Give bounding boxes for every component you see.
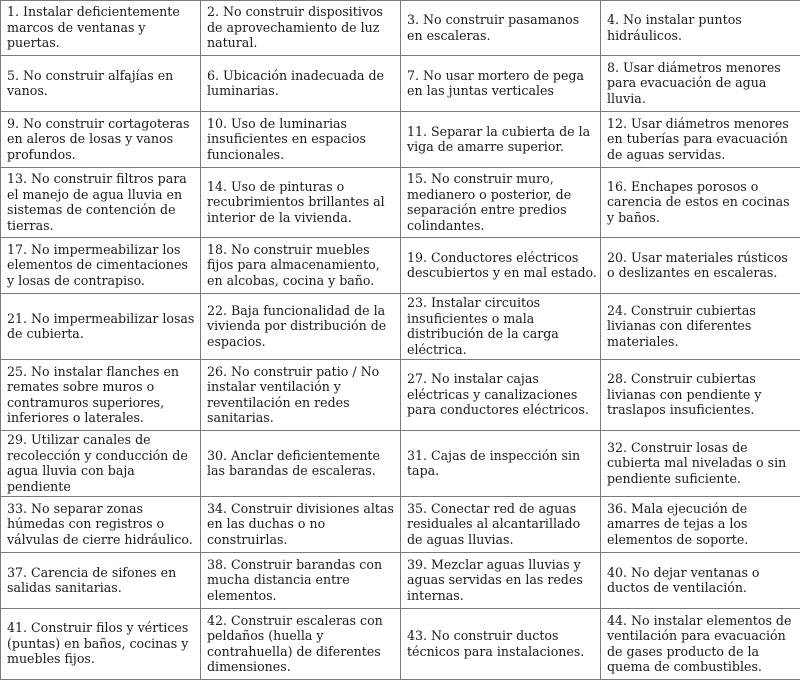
table-cell: 9. No construir cortagoteras en aleros de losas y vanos profundos. [1, 112, 201, 168]
table-cell: 2. No construir dispositivos de aprovechamiento de luz natural. [201, 1, 401, 56]
table-cell: 27. No instalar cajas eléctricas y canalizaciones para conductores eléctricos. [401, 360, 601, 431]
table-row [1, 168, 800, 238]
table-cell: 25. No instalar flanches en remates sobre muros o contramuros superiores, inferiores o laterales. [1, 360, 201, 431]
table-cell: 5. No construir alfajías en vanos. [1, 56, 201, 112]
table-cell: 42. Construir escaleras con peldaños (huella y contrahuella) de diferentes dimensiones. [201, 609, 401, 680]
table-cell: 38. Construir barandas con mucha distancia entre elementos. [201, 553, 401, 609]
table-cell: 29. Utilizar canales de recolección y conducción de agua lluvia con baja pendiente [1, 431, 201, 497]
table-row [1, 238, 800, 294]
table-cell: 12. Usar diámetros menores en tuberías para evacuación de aguas servidas. [601, 112, 800, 168]
table-cell: 39. Mezclar aguas lluvias y aguas servidas en las redes internas. [401, 553, 601, 609]
table-cell: 7. No usar mortero de pega en las juntas verticales [401, 56, 601, 112]
table-cell: 14. Uso de pinturas o recubrimientos brillantes al interior de la vivienda. [201, 168, 401, 238]
table-cell: 28. Construir cubiertas livianas con pendiente y traslapos insuficientes. [601, 360, 800, 431]
table-cell: 20. Usar materiales rústicos o deslizantes en escaleras. [601, 238, 800, 294]
table-cell: 10. Uso de luminarias insuficientes en espacios funcionales. [201, 112, 401, 168]
table-row [1, 609, 800, 680]
table-cell: 34. Construir divisiones altas en las duchas o no construirlas. [201, 497, 401, 553]
table-row [1, 294, 800, 360]
table-cell: 33. No separar zonas húmedas con registros o válvulas de cierre hidráulico. [1, 497, 201, 553]
table-cell: 17. No impermeabilizar los elementos de cimentaciones y losas de contrapiso. [1, 238, 201, 294]
table-cell: 24. Construir cubiertas livianas con diferentes materiales. [601, 294, 800, 360]
table-cell: 23. Instalar circuitos insuficientes o mala distribución de la carga eléctrica. [401, 294, 601, 360]
table-cell: 18. No construir muebles fijos para almacenamiento, en alcobas, cocina y baño. [201, 238, 401, 294]
table-row [1, 360, 800, 431]
table-cell: 6. Ubicación inadecuada de luminarias. [201, 56, 401, 112]
table-cell: 40. No dejar ventanas o ductos de ventilación. [601, 553, 800, 609]
table-cell: 1. Instalar deficientemente marcos de ventanas y puertas. [1, 1, 201, 56]
table-cell: 44. No instalar elementos de ventilación para evacuación de gases producto de la quema de combustibles. [601, 609, 800, 680]
table-cell: 41. Construir filos y vértices (puntas) en baños, cocinas y muebles fijos. [1, 609, 201, 680]
table-row [1, 1, 800, 56]
table-cell: 21. No impermeabilizar losas de cubierta. [1, 294, 201, 360]
table-row [1, 431, 800, 497]
table-row [1, 112, 800, 168]
table-cell: 15. No construir muro, medianero o posterior, de separación entre predios colindantes. [401, 168, 601, 238]
table-cell: 4. No instalar puntos hidráulicos. [601, 1, 800, 56]
table-row [1, 497, 800, 553]
table-cell: 32. Construir losas de cubierta mal niveladas o sin pendiente suficiente. [601, 431, 800, 497]
table-cell: 30. Anclar deficientemente las barandas de escaleras. [201, 431, 401, 497]
table-cell: 22. Baja funcionalidad de la vivienda por distribución de espacios. [201, 294, 401, 360]
table-cell: 26. No construir patio / No instalar ventilación y reventilación en redes sanitarias. [201, 360, 401, 431]
table-cell: 3. No construir pasamanos en escaleras. [401, 1, 601, 56]
table-row [1, 553, 800, 609]
table-row [1, 56, 800, 112]
table-cell: 19. Conductores eléctricos descubiertos y en mal estado. [401, 238, 601, 294]
table-cell: 31. Cajas de inspección sin tapa. [401, 431, 601, 497]
table-cell: 16. Enchapes porosos o carencia de estos en cocinas y baños. [601, 168, 800, 238]
table-cell: 36. Mala ejecución de amarres de tejas a los elementos de soporte. [601, 497, 800, 553]
table-cell: 37. Carencia de sifones en salidas sanitarias. [1, 553, 201, 609]
table-cell: 11. Separar la cubierta de la viga de amarre superior. [401, 112, 601, 168]
table-cell: 35. Conectar red de aguas residuales al alcantarillado de aguas lluvias. [401, 497, 601, 553]
table-cell: 8. Usar diámetros menores para evacuación de agua lluvia. [601, 56, 800, 112]
table-cell: 43. No construir ductos técnicos para instalaciones. [401, 609, 601, 680]
table-cell: 13. No construir filtros para el manejo de agua lluvia en sistemas de contención de tierras. [1, 168, 201, 238]
